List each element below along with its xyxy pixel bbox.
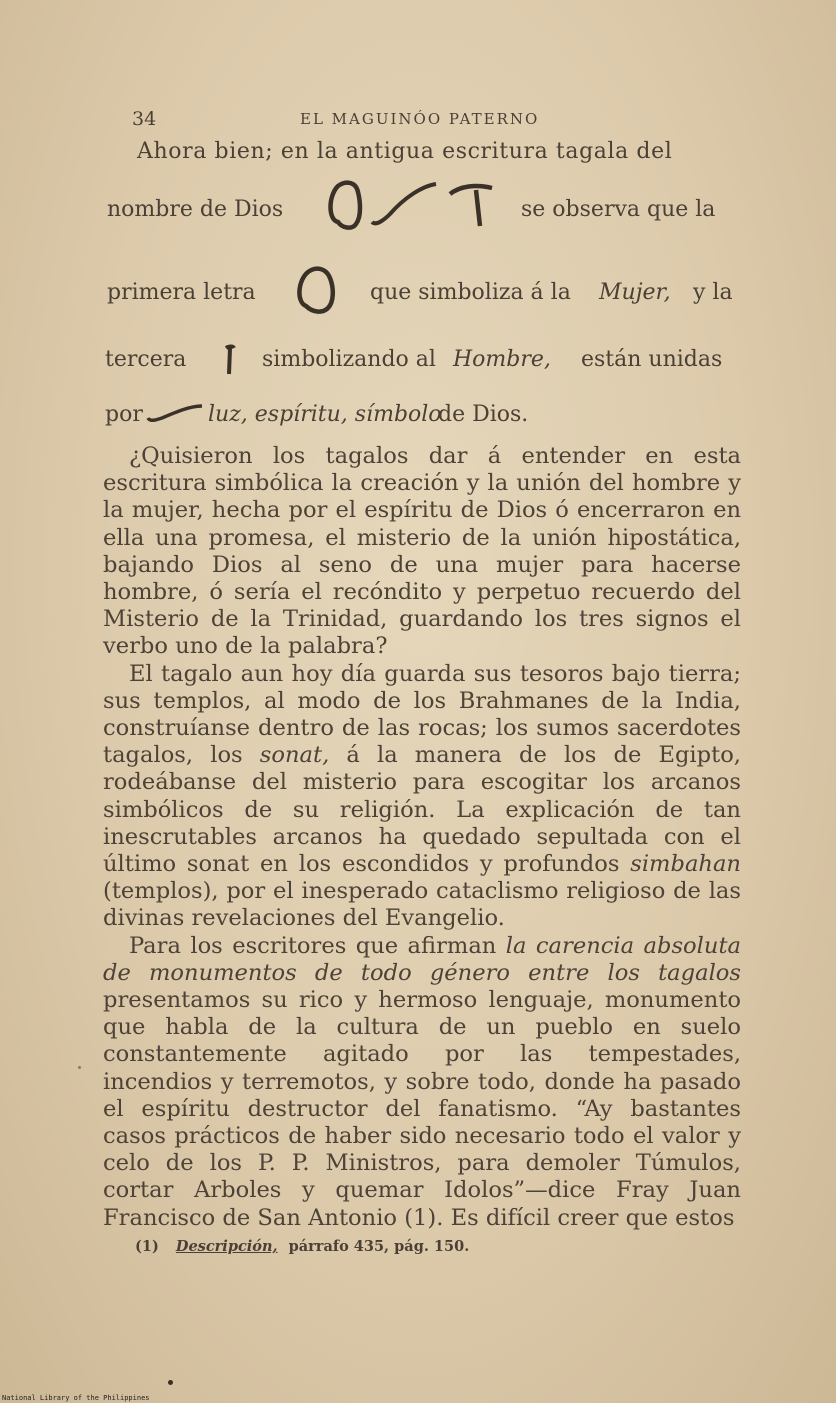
intro-line-3-mid: que simboliza á la (370, 280, 571, 305)
paragraph-2-text-c: (templos), por el inesperado cataclismo religioso de las divinas revelaciones del Evangelio. (103, 878, 741, 932)
intro-line-3-end: y la (693, 280, 733, 305)
intro-line-4-end: están unidas (581, 347, 723, 372)
tagalog-god-name-glyph (326, 180, 506, 232)
tagalog-first-letter-glyph (294, 266, 342, 316)
intro-line-5-italic: luz, espíritu, símbolo (208, 402, 442, 427)
intro-line-4-italic: Hombre, (453, 347, 551, 372)
tagalog-third-letter-glyph (223, 344, 237, 376)
intro-line-4-start: tercera (105, 347, 187, 372)
footnote-italic: Descripción, (175, 1238, 278, 1255)
intro-line-4-mid: simbolizando al (262, 347, 436, 372)
paragraph-2-italic-sonat: sonat, (259, 742, 330, 769)
library-credit: National Library of the Philippines (2, 1394, 150, 1402)
paragraph-1-text: ¿Quisieron los tagalos dar á entender en esta escritura simbólica la creación y la unión del hombre y la mujer, hecha por el espíritu de Dios ó encerraron en ella una promesa, el misterio de la unión hipostática, bajando Dios al seno de una mujer para hacerse hombre, ó sería el recóndito y perpetuo recuerdo del Misterio de la Trinidad, guardando los tres signos el verbo uno de la palabra? (103, 443, 741, 660)
intro-line-5-start: por (105, 402, 143, 427)
paragraph-3-text-a: Para los escritores que afirman (129, 932, 497, 959)
intro-line-2-end: se observa que la (521, 197, 716, 222)
page-header (0, 106, 836, 136)
intro-line-1-text: Ahora bien; en la antigua escritura tagala del (137, 139, 673, 164)
intro-line-5-end: de Dios. (438, 402, 529, 427)
footnote-marker: (1) (135, 1238, 159, 1255)
page-number: 34 (132, 108, 157, 130)
intro-line-2-start: nombre de Dios (107, 197, 284, 222)
footnote (135, 1238, 469, 1255)
paragraph-2-text-a: El tagalo aun hoy día guarda sus tesoros bajo tierra; sus templos, al modo de los Brahmanes de la India, construíanse dentro de las rocas; los sumos sacerdotes tagalos, los (103, 660, 741, 769)
running-head: EL MAGUINÓO PATERNO (300, 110, 540, 128)
paragraph-3-italic: la carencia absoluta de monumentos de todo género entre los tagalos (103, 932, 741, 986)
intro-line-3-italic: Mujer, (599, 280, 671, 305)
paragraph-3 (103, 933, 741, 1232)
paragraph-2-text-b: á la manera de los de Egipto, rodeábanse del misterio para escogitar los arcanos simbólicos de su religión. La explicación de tan inescrutables arcanos ha quedado sepultada con el último sonat en los escondidos y profundos (103, 742, 741, 878)
tagalog-connector-glyph (146, 402, 208, 428)
paragraph-3-text-b: presentamos su rico y hermoso lenguaje, monumento que habla de la cultura de un pueblo en suelo constantemente agitado por las tempestades, incendios y terremotos, y sobre todo, donde ha pasado el espíritu destructor del fanatismo. “Ay bastantes casos prácticos de haber sido necesario todo el valor y celo de los P. P. Ministros, para demoler Túmulos, cortar Arboles y quemar Idolos”—dice Fray Juan Francisco de San Antonio (1). Es difícil creer que estos (103, 987, 741, 1231)
paragraph-1 (103, 443, 741, 661)
body-text (103, 443, 741, 1232)
footnote-text: párrafo 435, pág. 150. (288, 1238, 470, 1255)
paper-speck (78, 1066, 81, 1069)
paragraph-2-italic-simbahan: simbahan (630, 851, 741, 878)
paragraph-2 (103, 661, 741, 933)
ink-dot (168, 1380, 173, 1385)
intro-line-3-start: primera letra (107, 280, 256, 305)
